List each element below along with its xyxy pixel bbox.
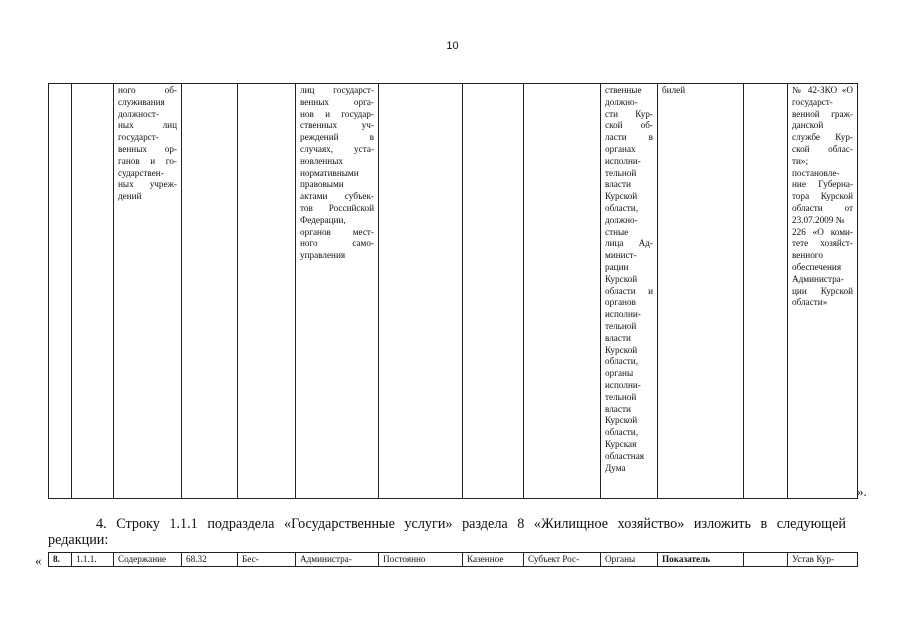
- closing-quote: ».: [857, 484, 867, 499]
- cell-col8: [463, 84, 524, 499]
- cell-line: области,: [605, 427, 639, 438]
- continuation-table: [48, 83, 858, 499]
- cell-line: ных лиц: [118, 120, 177, 131]
- cell-line: области и: [605, 285, 653, 296]
- cell-line: постановле-: [792, 167, 840, 178]
- cell-line: случаях, уста-: [300, 143, 374, 154]
- cell-line: управления: [300, 250, 346, 261]
- cell-line: тете хозяйст-: [792, 238, 853, 249]
- cell-line: служивания: [118, 96, 165, 107]
- row-provider: Субъект Рос-: [524, 553, 601, 567]
- cell-line: ганов и го-: [118, 155, 177, 166]
- page-number: 10: [446, 40, 459, 52]
- cell-line: нормативными: [300, 167, 359, 178]
- cell-line: тора Курской: [792, 191, 853, 202]
- paragraph-line-2: редакции:: [48, 532, 109, 548]
- table-row: [49, 553, 858, 567]
- cell-line: дений: [118, 191, 142, 202]
- cell-line: органов: [605, 297, 636, 308]
- cell-line: службе Кур-: [792, 132, 853, 143]
- cell-col5: [238, 84, 296, 499]
- cell-line: тельной: [605, 320, 637, 331]
- cell-line: венного: [792, 250, 823, 261]
- cell-line: ской об-: [605, 120, 653, 131]
- row-empty: [744, 553, 788, 567]
- cell-line: Курской: [605, 344, 638, 355]
- cell-line: Курской: [605, 273, 638, 284]
- cell-indicator: [658, 84, 744, 499]
- cell-line: области»: [792, 297, 828, 308]
- cell-recipients: [296, 84, 379, 499]
- cell-line: венных орга-: [300, 96, 374, 107]
- row-indicator: Показатель: [658, 553, 744, 567]
- cell-line: лиц государст-: [300, 85, 374, 95]
- cell-line: реждений в: [300, 132, 374, 143]
- cell-line: данской: [792, 120, 824, 131]
- cell-line: правовыми: [300, 179, 344, 190]
- row-legal-basis: Устав Кур-: [788, 553, 858, 567]
- cell-line: Федерации,: [300, 214, 346, 225]
- row-code: 68.32: [182, 553, 238, 567]
- opening-quote: «: [35, 553, 42, 568]
- paragraph-line-1: 4. Строку 1.1.1 подраздела «Государственные услуги» раздела 8 «Жилищное хозяйство» изложить в следующей: [96, 516, 846, 532]
- row-institution-type: Казенное: [463, 553, 524, 567]
- cell-line: минист-: [605, 250, 637, 261]
- cell-line: Администра-: [792, 273, 844, 284]
- cell-line: 226 «О коми-: [792, 226, 853, 237]
- cell-line: области,: [605, 202, 639, 213]
- cell-line: ние Губерна-: [792, 179, 853, 190]
- cell-line: органов мест-: [300, 226, 374, 237]
- recipients-text: [296, 84, 378, 262]
- cell-line: ного само-: [300, 238, 374, 249]
- cell-line: государст-: [792, 96, 833, 107]
- amendment-paragraph: [48, 516, 846, 548]
- cell-line: власти: [605, 332, 631, 343]
- cell-line: нов и государ-: [300, 108, 374, 119]
- cell-service-name: [114, 84, 182, 499]
- cell-line: тельной: [605, 167, 637, 178]
- cell-line: ных учреж-: [118, 179, 177, 190]
- cell-line: обеспечения: [792, 261, 842, 272]
- cell-line: Курская: [605, 438, 637, 449]
- cell-line: исполни-: [605, 309, 641, 320]
- cell-line: тов Российской: [300, 202, 374, 213]
- cell-line: стные: [605, 226, 629, 237]
- cell-line: ного об-: [118, 85, 177, 95]
- row-payment: Бес-: [238, 553, 296, 567]
- cell-line: органах: [605, 143, 636, 154]
- row-authorities: Органы: [601, 553, 658, 567]
- indicator-text: билей: [662, 85, 686, 95]
- cell-line: сударствен-: [118, 167, 164, 178]
- row-recipient: Администра-: [296, 553, 379, 567]
- cell-line: рации: [605, 261, 629, 272]
- cell-line: должно-: [605, 214, 638, 225]
- cell-line: исполни-: [605, 155, 641, 166]
- cell-line: актами субъек-: [300, 191, 374, 202]
- cell-line: Курской: [605, 191, 638, 202]
- row-number: 1.1.1.: [72, 553, 114, 567]
- cell-authorities: [601, 84, 658, 499]
- cell-col12: [744, 84, 788, 499]
- row-frequency: Постоянно: [379, 553, 463, 567]
- new-row-table: [48, 552, 858, 567]
- service-name-text: [114, 84, 181, 203]
- authorities-text: [601, 84, 657, 474]
- cell-line: Курской: [605, 415, 638, 426]
- cell-line: власти: [605, 403, 631, 414]
- cell-line: лица Ад-: [605, 238, 653, 249]
- cell-line: Дума: [605, 462, 626, 473]
- cell-line: государст-: [118, 132, 159, 143]
- cell-line: должност-: [118, 108, 159, 119]
- cell-col1: [49, 84, 72, 499]
- cell-line: № 42-ЗКО «О: [792, 85, 853, 95]
- legal-basis-text: [788, 84, 857, 309]
- cell-line: области от: [792, 202, 853, 213]
- cell-line: венных ор-: [118, 143, 177, 154]
- cell-line: области,: [605, 356, 639, 367]
- cell-line: новленных: [300, 155, 343, 166]
- cell-col2: [72, 84, 114, 499]
- cell-line: ции Курской: [792, 285, 853, 296]
- cell-line: ственных уч-: [300, 120, 374, 131]
- cell-line: областная: [605, 450, 645, 461]
- row-section: 8.: [49, 553, 72, 567]
- cell-line: тельной: [605, 391, 637, 402]
- cell-legal-basis: [788, 84, 858, 499]
- cell-line: ти»;: [792, 155, 809, 166]
- cell-line: власти: [605, 179, 631, 190]
- row-service: Содержание: [114, 553, 182, 567]
- cell-line: органы: [605, 368, 634, 379]
- cell-line: сти Кур-: [605, 108, 653, 119]
- cell-line: венной граж-: [792, 108, 853, 119]
- cell-col9: [524, 84, 601, 499]
- cell-line: исполни-: [605, 379, 641, 390]
- cell-col4: [182, 84, 238, 499]
- cell-line: должно-: [605, 96, 638, 107]
- cell-line: 23.07.2009 №: [792, 214, 845, 225]
- cell-line: ласти в: [605, 132, 653, 143]
- cell-line: ственные: [605, 85, 642, 95]
- cell-col7: [379, 84, 463, 499]
- cell-line: ской облас-: [792, 143, 853, 154]
